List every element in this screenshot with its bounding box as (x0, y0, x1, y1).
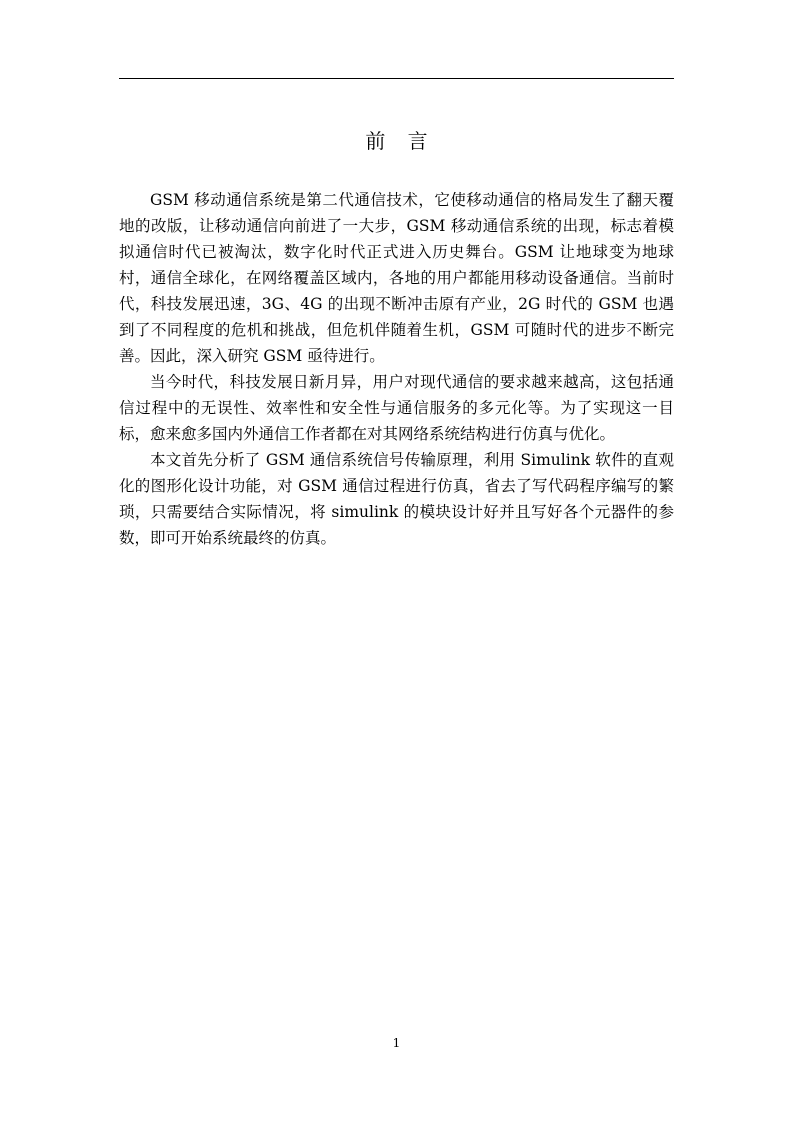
page-number: 1 (392, 1036, 401, 1050)
body-text (119, 187, 674, 551)
header-rule (119, 78, 674, 79)
page-title: 前 言 (365, 129, 436, 153)
paragraph: 当今时代，科技发展日新月异，用户对现代通信的要求越来越高，这包括通信过程中的无误性、效率性和安全性与通信服务的多元化等。为了实现这一目标，愈来愈多国内外通信工作者都在对其网络系统结构进行仿真与优化。 (119, 373, 674, 443)
paragraph: 本文首先分析了 GSM 通信系统信号传输原理，利用 Simulink 软件的直观化的图形化设计功能，对 GSM 通信过程进行仿真，省去了写代码程序编写的繁琐，只需要结合实际情况，将 simulink 的模块设计好并且写好各个元器件的参数，即可开始系统最终的仿真。 (119, 451, 674, 547)
paragraph: GSM 移动通信系统是第二代通信技术，它使移动通信的格局发生了翻天覆地的改版，让移动通信向前进了一大步，GSM 移动通信系统的出现，标志着模拟通信时代已被淘汰，数字化时代正式进入历史舞台。GSM 让地球变为地球村，通信全球化，在网络覆盖区域内，各地的用户都能用移动设备通信。当前时代，科技发展迅速，3G、4G 的出现不断冲击原有产业，2G 时代的 GSM 也遇到了不同程度的危机和挑战，但危机伴随着生机，GSM 可随时代的进步不断完善。因此，深入研究 GSM 亟待进行。 (119, 191, 674, 365)
